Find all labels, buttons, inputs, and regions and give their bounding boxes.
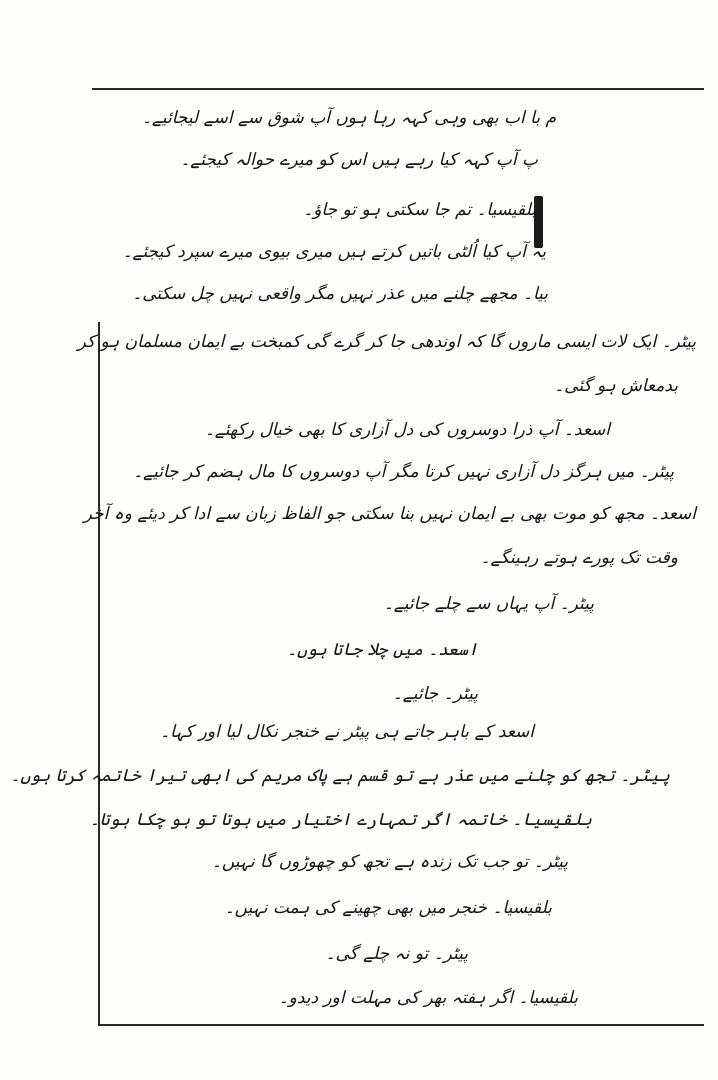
text-line-10: اسعد۔ مجھ کو موت بھی بے ایمان نہیں بنا سکتی جو الفاظ زبان سے ادا کر دیئے وہ آخر bbox=[83, 504, 696, 524]
text-line-8: اسعد۔ آپ ذرا دوسروں کی دل آزاری کا بھی خیال رکھئے۔ bbox=[204, 420, 610, 440]
text-line-20: پیٹر۔ تو نہ چلے گی۔ bbox=[325, 944, 468, 964]
text-line-2: پ آپ کہہ کیا رہے ہیں اس کو میرے حوالہ کیجئے۔ bbox=[180, 150, 538, 170]
text-line-16: پیٹر۔ تجھ کو چلنے میں عذر ہے تو قسم ہے پاک مریم کی ابھی تیرا خاتمہ کرتا ہوں۔ bbox=[10, 766, 670, 786]
text-line-1: م با اب بھی وہی کہہ رہا ہوں آپ شوق سے اسے لیجائیے۔ bbox=[141, 108, 556, 128]
text-line-3: بلقیسیا۔ تم جا سکتی ہو تو جاؤ۔ bbox=[303, 200, 536, 220]
text-line-18: پیٹر۔ تو جب تک زندہ ہے تجھ کو چھوڑوں گا نہیں۔ bbox=[211, 852, 568, 872]
text-line-13: اسعد۔ میں چلا جاتا ہوں۔ bbox=[287, 640, 478, 660]
text-line-9: پیٹر۔ میں ہرگز دل آزاری نہیں کرتا مگر آپ دوسروں کا مال ہضم کر جائیے۔ bbox=[133, 462, 674, 482]
text-line-12: پیٹر۔ آپ یہاں سے چلے جائیے۔ bbox=[383, 594, 594, 614]
text-line-14: پیٹر۔ جائیے۔ bbox=[392, 684, 478, 704]
bottom-rule bbox=[98, 1024, 704, 1026]
text-line-17: بلقیسیا۔ خاتمہ اگر تمہارے اختیار میں ہوتا تو ہو چکا ہوتا۔ bbox=[89, 810, 592, 830]
text-line-5: بیا۔ مجھے چلنے میں عذر نہیں مگر واقعی نہیں چل سکتی۔ bbox=[132, 284, 548, 304]
text-line-19: بلقیسیا۔ خنجر میں بھی چھینے کی ہمت نہیں۔ bbox=[224, 898, 552, 918]
text-line-11: وقت تک پورے ہوتے رہینگے۔ bbox=[480, 548, 678, 568]
text-line-15: اسعد کے باہر جاتے ہی پیٹر نے خنجر نکال لیا اور کہا۔ bbox=[160, 722, 534, 742]
top-rule bbox=[92, 88, 704, 90]
text-line-7: بدمعاش ہو گئی۔ bbox=[554, 376, 678, 396]
text-line-21: بلقیسیا۔ اگر ہفتہ بھر کی مہلت اور دیدو۔ bbox=[278, 988, 578, 1008]
text-line-4: یہ آپ کیا اُلٹی باتیں کرتے ہیں میری بیوی میرے سپرد کیجئے۔ bbox=[122, 242, 546, 262]
text-line-6: پیٹر۔ ایک لات ایسی ماروں گا کہ اوندھی جا کر گرے گی کمبخت بے ایمان مسلمان ہو کر bbox=[77, 332, 696, 352]
